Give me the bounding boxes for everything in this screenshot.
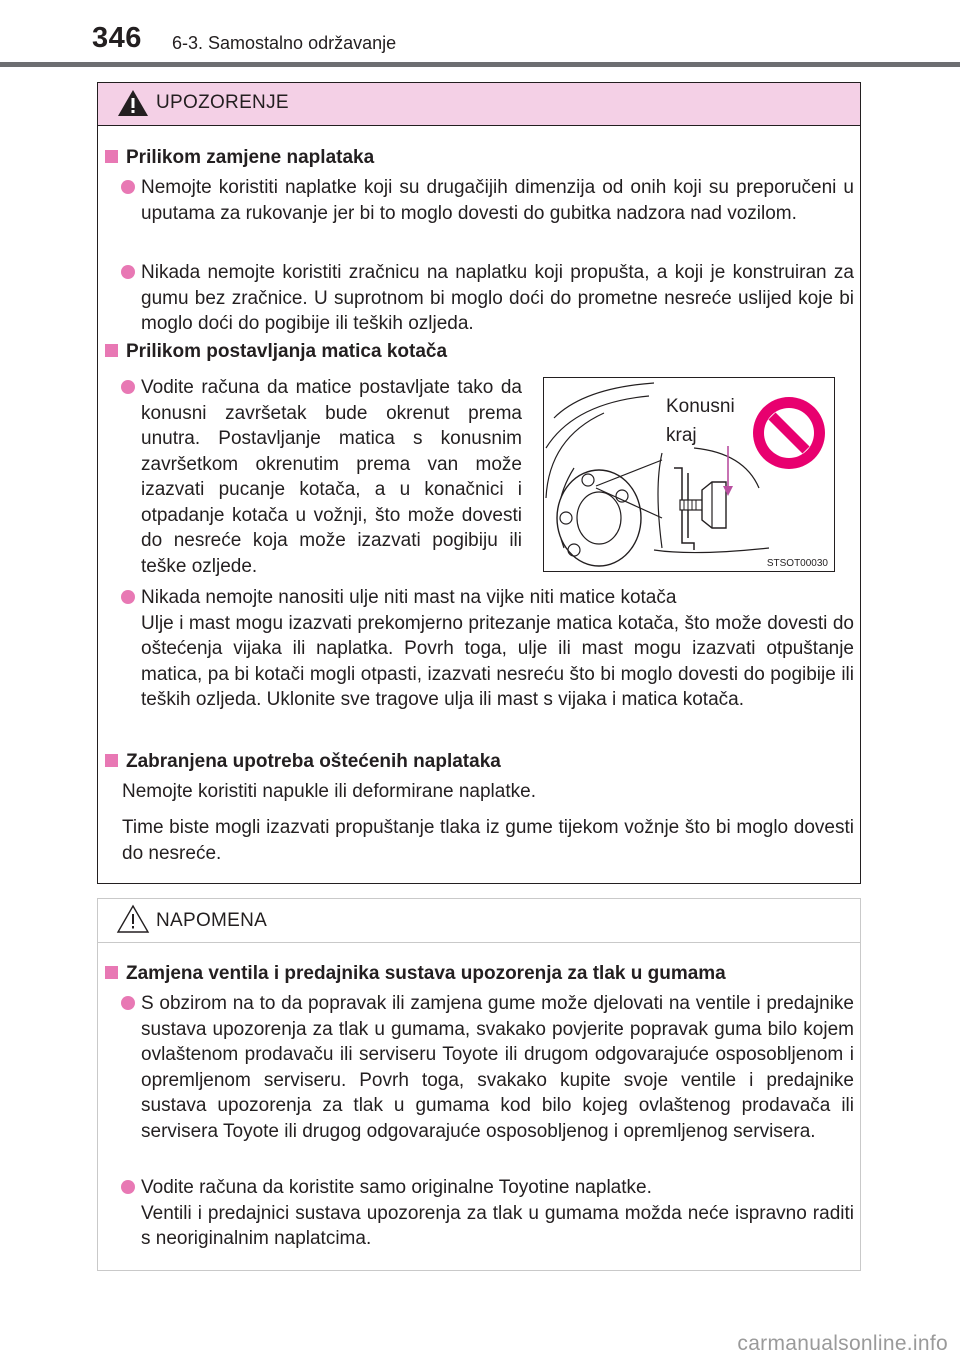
illustration-code: STSOT00030 <box>766 558 828 569</box>
pink-square-icon <box>105 344 118 357</box>
pink-bullet-icon <box>121 265 135 279</box>
pink-bullet-icon <box>121 180 135 194</box>
header-rule <box>0 62 960 67</box>
bullet-title: Nikada nemojte nanositi ulje niti mast na vijke niti matice kotača <box>141 587 677 608</box>
warning-header <box>98 83 860 126</box>
bullet-item <box>141 991 854 1144</box>
warning-label: UPOZORENJE <box>156 92 289 113</box>
section-heading-text: Prilikom postavljanja matica kotača <box>126 341 448 362</box>
section-heading-text: Zabranjena upotreba oštećenih naplataka <box>126 751 501 772</box>
caution-triangle-outline-icon <box>116 904 150 934</box>
callout-line-2: kraj <box>666 425 697 446</box>
pink-bullet-icon <box>121 590 135 604</box>
warning-triangle-icon <box>116 88 150 118</box>
pink-bullet-icon <box>121 1180 135 1194</box>
bullet-text: Nikada nemojte koristiti zračnicu na naplatku koji propušta, a koji je konstruiran za gumu bez zračnice. U suprotnom bi moglo doći do prometne nesreće uslijed koje bi moglo doći do pogibije ili teških ozljeda. <box>141 262 854 334</box>
callout-line-1: Konusni <box>666 396 735 417</box>
warning-box <box>97 82 861 884</box>
wheel-nut-illustration <box>543 377 835 572</box>
watermark: carmanualsonline.info <box>737 1332 948 1355</box>
note-header <box>98 899 860 943</box>
section-heading-text: Zamjena ventila i predajnika sustava upozorenja za tlak u gumama <box>126 963 726 984</box>
page-number: 346 <box>92 22 142 54</box>
section-heading-text: Prilikom zamjene naplataka <box>126 147 375 168</box>
section-title: 6-3. Samostalno održavanje <box>172 33 397 53</box>
bullet-title: Vodite računa da koristite samo originalne Toyotine naplatke. <box>141 1177 652 1198</box>
pink-square-icon <box>105 966 118 979</box>
bullet-text: Vodite računa da matice postavljate tako da konusni završetak bude okrenut prema unutra. Postavljanje matica s konusnim završetkom okrenutim prema van može izazvati pucanje kotača, a u konačnici i otpadanje kotača u vožnji, što može dovesti do nesreće koja može izazvati pogibiju ili teške ozljede. <box>141 377 522 577</box>
pink-bullet-icon <box>121 996 135 1010</box>
pink-square-icon <box>105 754 118 767</box>
note-box <box>97 898 861 1271</box>
bullet-item <box>141 260 854 337</box>
page-header <box>0 0 960 68</box>
note-label: NAPOMENA <box>156 910 268 931</box>
bullet-item <box>141 375 522 579</box>
bullet-text: Nemojte koristiti naplatke koji su drugačijih dimenzija od onih koji su preporučeni u uputama za rukovanje jer bi to moglo dovesti do gubitka nadzora nad vozilom. <box>141 177 854 224</box>
pink-bullet-icon <box>121 380 135 394</box>
bullet-text: Ulje i mast mogu izazvati prekomjerno pritezanje matica kotača, što može dovesti do oštećenja vijaka ili naplatka. Povrh toga, ulje ili mast mogu izazvati otpuštanje matica, pa bi kotači mogli otpasti, izazvati nesreću što bi moglo dovesti do pogibije ili teških ozljeda. Uklonite sve tragove ulja ili mast s vijaka i matica kotača. <box>141 612 854 710</box>
callout-label <box>666 392 735 450</box>
paragraph: Time biste mogli izazvati propuštanje tlaka iz gume tijekom vožnje što bi moglo dovesti do nesreće. <box>122 817 854 864</box>
paragraph: Nemojte koristiti napukle ili deformirane naplatke. <box>122 781 536 802</box>
bullet-item <box>141 175 854 226</box>
bullet-text: S obzirom na to da popravak ili zamjena gume može djelovati na ventile i predajnike sustava upozorenja za tlak u gumama, svakako povjerite popravak guma bilo kojem ovlaštenom prodavaču ili serviseru Toyote ili drugom odgovarajuće osposobljenom i opremljenom serviseru. Povrh toga, svakako kupite svoje ventile i predajnike sustava upozorenja za tlak u gumama kod bilo kojeg ovlaštenog prodavača ili servisera Toyote ili drugog odgovarajuće osposobljenog i opremljenog servisera. <box>141 993 854 1142</box>
pink-square-icon <box>105 150 118 163</box>
bullet-item <box>141 585 854 713</box>
bullet-text: Ventili i predajnici sustava upozorenja za tlak u gumama možda neće ispravno raditi s neoriginalnim naplatcima. <box>141 1202 854 1249</box>
bullet-item <box>141 1175 854 1252</box>
